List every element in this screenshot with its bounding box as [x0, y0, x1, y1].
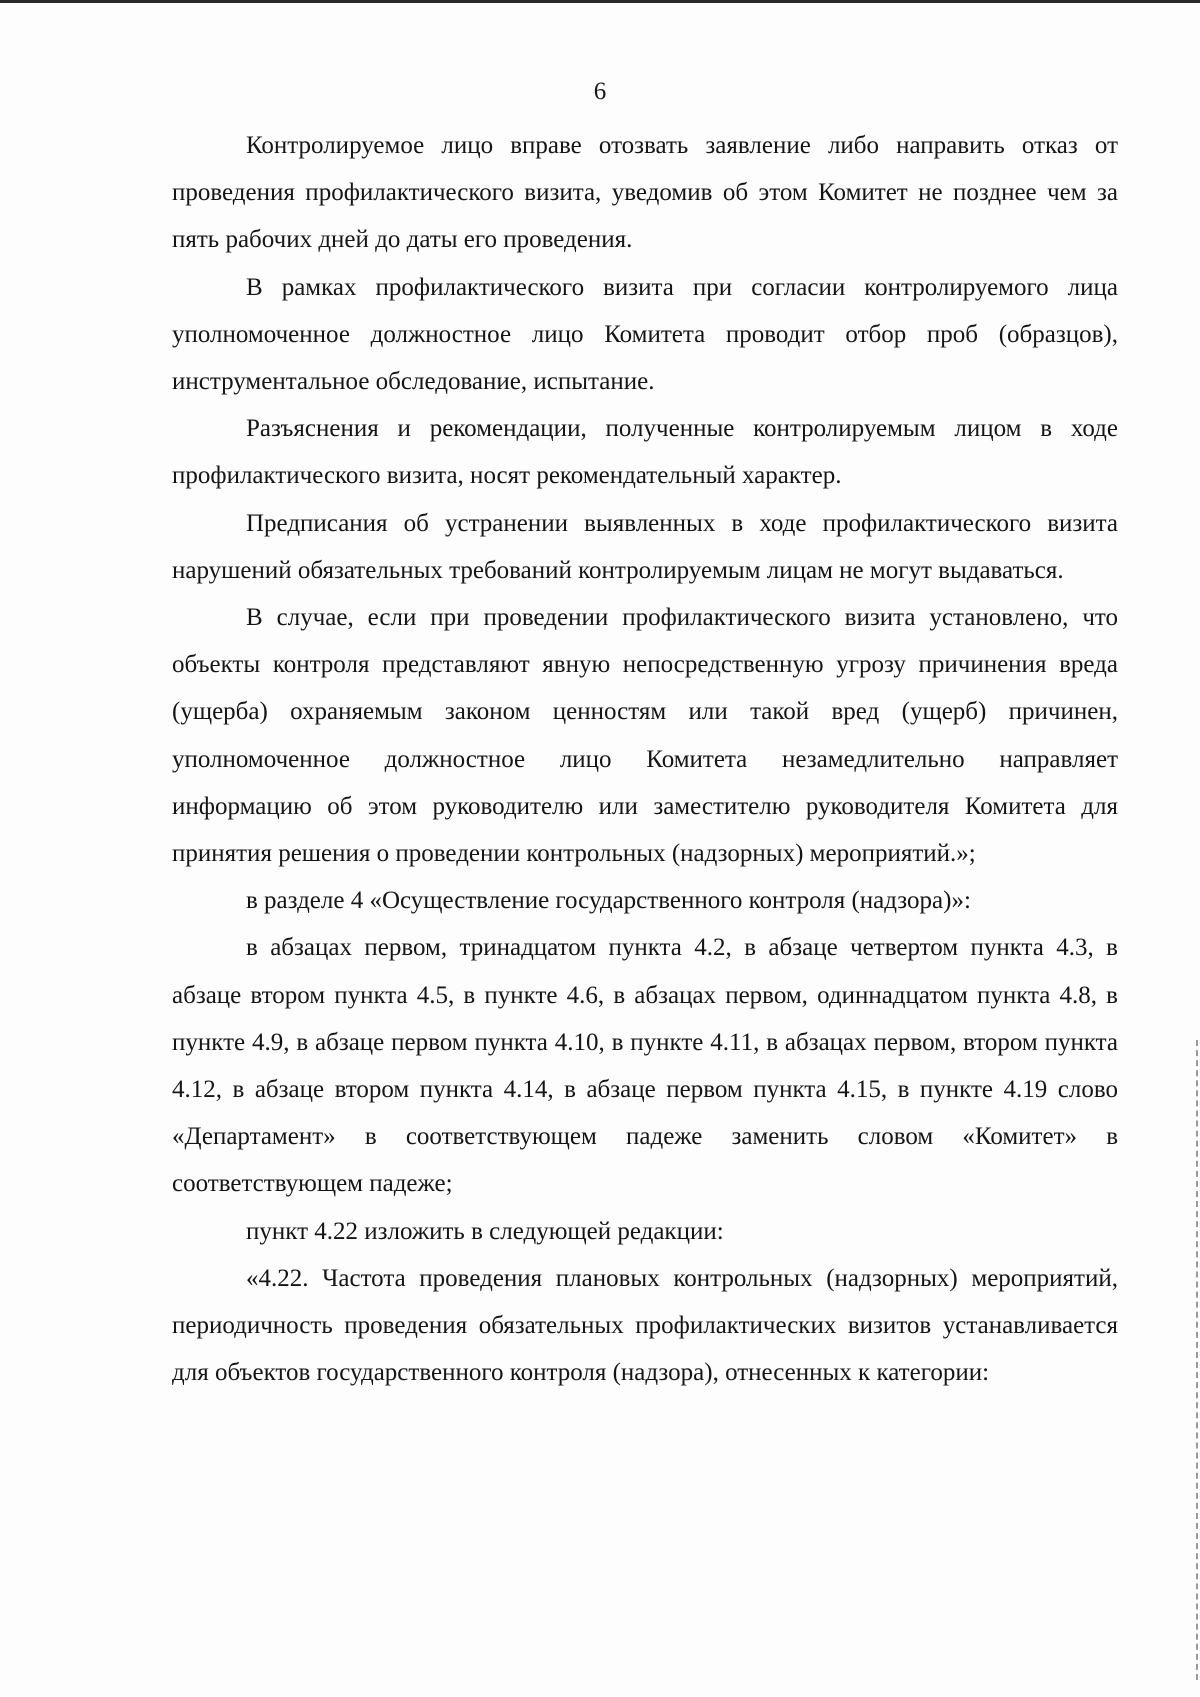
paragraph: Предписания об устранении выявленных в ходе профилактического визита нарушений обязательных требований контролируемым лицам не могут выдаваться. — [172, 509, 1118, 584]
paragraph: в абзацах первом, тринадцатом пункта 4.2, в абзаце четвертом пункта 4.3, в абзаце втором пункта 4.5, в пункте 4.6, в абзацах первом, одиннадцатом пункта 4.8, в пункте 4.9, в абзаце первом пункта 4.10, в пункте 4.11, в абзацах первом, втором пункта 4.12, в абзаце втором пункта 4.14, в абзаце первом пункта 4.15, в пункте 4.19 слово «Департамент» в соответствующем падеже заменить словом «Комитет» в соответствующем падеже; — [172, 934, 1118, 1198]
paragraph: Контролируемое лицо вправе отозвать заявление либо направить отказ от проведения профилактического визита, уведомив об этом Комитет не позднее чем за пять рабочих дней до даты его проведения. — [172, 132, 1118, 254]
scan-edge-top — [0, 0, 1200, 3]
paragraph: В рамках профилактического визита при согласии контролируемого лица уполномоченное должностное лицо Комитета проводит отбор проб (образцов), инструментальное обследование, испытание. — [172, 273, 1118, 396]
scan-edge-right — [1195, 1040, 1198, 1680]
paragraph: В случае, если при проведении профилактического визита установлено, что объекты контроля представляют явную непосредственную угрозу причинения вреда (ущерба) охраняемым законом ценностям или такой вред (ущерб) причинен, уполномоченное должностное лицо Комитета незамедлительно направляет информацию об этом руководителю или заместителю руководителя Комитета для принятия решения о проведении контрольных (надзорных) мероприятий.»; — [172, 604, 1118, 868]
paragraph: Разъяснения и рекомендации, полученные контролируемым лицом в ходе профилактического визита, носят рекомендательный характер. — [172, 415, 1118, 490]
paragraph: в разделе 4 «Осуществление государственного контроля (надзора)»: — [246, 887, 971, 915]
page-number: 6 — [593, 78, 607, 105]
document-body — [172, 122, 1118, 1396]
paragraph: пункт 4.22 изложить в следующей редакции: — [246, 1217, 724, 1245]
paragraph: «4.22. Частота проведения плановых контрольных (надзорных) мероприятий, периодичность проведения обязательных профилактических визитов устанавливается для объектов государственного контроля (надзора), отнесенных к категории: — [172, 1264, 1118, 1387]
